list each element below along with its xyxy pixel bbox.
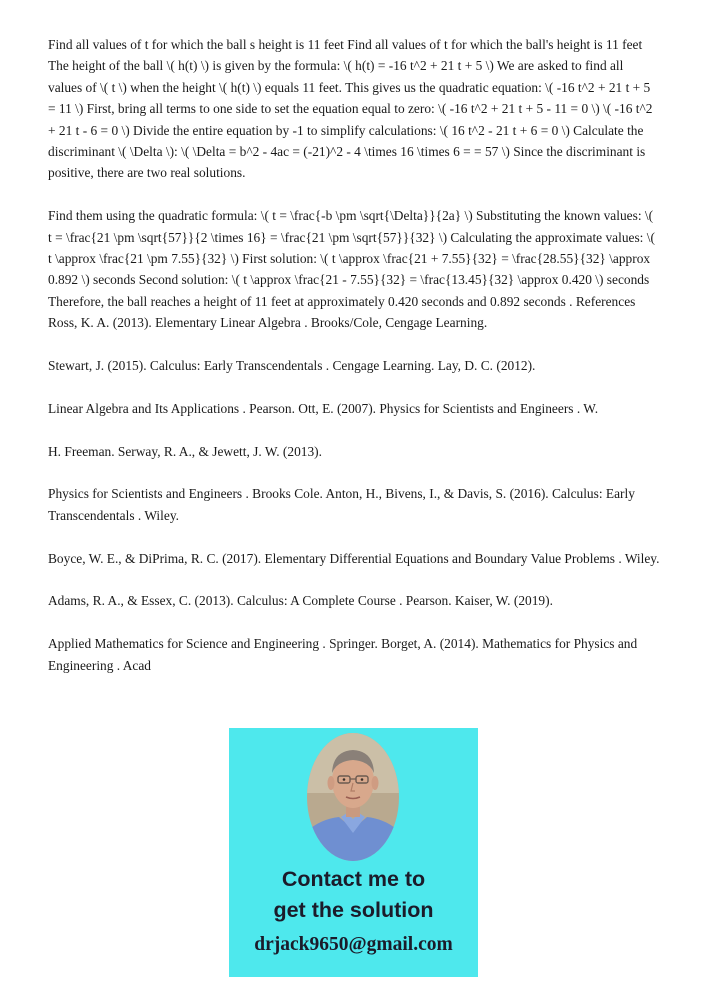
reference-paragraph: Boyce, W. E., & DiPrima, R. C. (2017). Elementary Differential Equations and Boundary Value Problems . Wiley. (48, 550, 660, 566)
reference-paragraph: Linear Algebra and Its Applications . Pearson. Ott, E. (2007). Physics for Scientists and Engineers . W. (48, 400, 599, 416)
person-photo-icon (307, 733, 399, 861)
contact-heading-line: get the solution (273, 898, 434, 922)
reference-paragraph: Stewart, J. (2015). Calculus: Early Transcendentals . Cengage Learning. Lay, D. C. (2012). (48, 358, 536, 374)
document-body (48, 34, 660, 697)
paragraph: Find all values of t for which the ball s height is 11 feet Find all values of t for which the ball's height is 11 feet The height of the ball \( h(t) \) is given by the formula: \( h(t) = -16 t^2 + 21 t + 5 \) We are asked to find all values of \( t \) when the height \( h(t) \) equals 11 feet. This gives us the quadratic equation: \( -16 t^2 + 21 t + 5 = 11 \) First, bring all terms to one side to set the equation equal to zero: \( -16 t^2 + 21 t + 5 - 11 = 0 \) \( -16 t^2 + 21 t - 6 = 0 \) Divide the entire equation by -1 to simplify calculations: \( 16 t^2 - 21 t + 6 = 0 \) Calculate the discriminant \( \Delta \): \( \Delta = b^2 - 4ac = (-21)^2 - 4 \times 16 \times 6 = = 57 \) Since the discriminant is positive, there are two real solutions. (48, 37, 653, 181)
paragraph: Find them using the quadratic formula: \( t = \frac{-b \pm \sqrt{\Delta}}{2a} \) Substituting the known values: \( t = \frac{21 \pm \sqrt{57}}{2 \times 16} = \frac{21 \pm \sqrt{57}}{32} \) Calculating the approximate values: \( t \approx \frac{21 \pm 7.55}{32} \) First solution: \( t \approx \frac{21 + 7.55}{32} = \frac{28.55}{32} \approx 0.892 \) seconds Second solution: \( t \approx \frac{21 - 7.55}{32} = \frac{13.45}{32} \approx 0.420 \) seconds Therefore, the ball reaches a height of 11 feet at approximately 0.420 seconds and 0.892 seconds . References Ross, K. A. (2013). Elementary Linear Algebra . Brooks/Cole, Cengage Learning. (48, 208, 655, 331)
contact-promo-banner[interactable] (229, 728, 478, 977)
reference-paragraph: H. Freeman. Serway, R. A., & Jewett, J. W. (2013). (48, 443, 322, 459)
reference-paragraph: Adams, R. A., & Essex, C. (2013). Calculus: A Complete Course . Pearson. Kaiser, W. (2019). (48, 593, 553, 609)
reference-paragraph: Applied Mathematics for Science and Engineering . Springer. Borget, A. (2014). Mathematics for Physics and Engineering . Acad (48, 636, 638, 673)
reference-paragraph: Physics for Scientists and Engineers . Brooks Cole. Anton, H., Bivens, I., & Davis, S. (2016). Calculus: Early Transcendentals . Wiley. (48, 486, 635, 523)
contact-heading-line: Contact me to (281, 867, 426, 891)
contact-email[interactable]: drjack9650@gmail.com (254, 934, 453, 955)
